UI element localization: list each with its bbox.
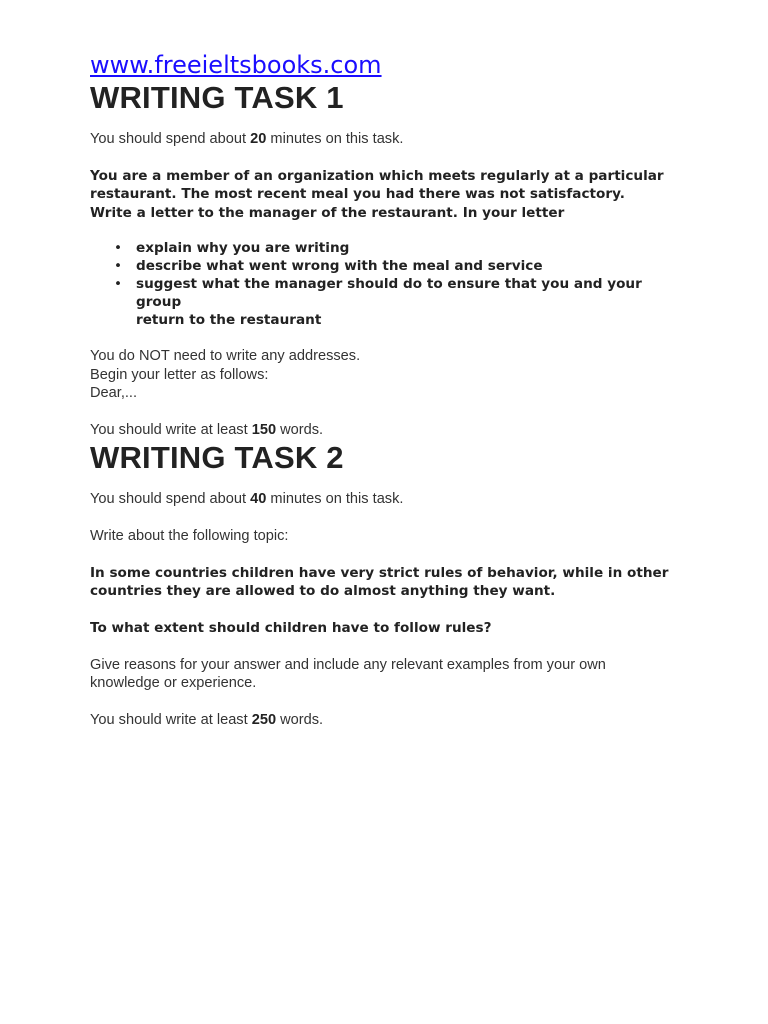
task2-time-instruction	[90, 490, 690, 509]
task1-prompt-line2: restaurant. The most recent meal you had there was not satisfactory.	[90, 186, 625, 203]
task1-time-prefix: You should spend about	[90, 131, 251, 147]
task2-time-suffix: minutes on this task.	[266, 490, 404, 507]
task1-salutation: Dear,...	[90, 385, 138, 402]
task1-words-suffix: words.	[276, 422, 324, 439]
task2-statement-line2: countries they are allowed to do almost anything they want.	[90, 583, 556, 600]
task2-words-suffix: words.	[276, 712, 324, 729]
task1-addresses-note: You do NOT need to write any addresses.	[90, 348, 361, 365]
task1-words-prefix: You should write at least	[90, 422, 252, 439]
task2-reasons-line1: Give reasons for your answer and include any relevant examples from your own	[90, 656, 606, 673]
task1-bullet-text: return to the restaurant	[136, 311, 322, 328]
task1-prompt-line3: Write a letter to the manager of the restaurant. In your letter	[90, 204, 565, 221]
task1-bullet-text: explain why you are writing	[136, 239, 350, 256]
bullet-icon: •	[114, 239, 123, 256]
task2-title: WRITING TASK 2	[90, 439, 344, 475]
task2-reasons-line2: knowledge or experience.	[90, 675, 257, 692]
task2-question: To what extent should children have to follow rules?	[90, 619, 492, 636]
task2-words-prefix: You should write at least	[90, 712, 252, 729]
task1-prompt	[90, 167, 690, 222]
task2-statement	[90, 564, 690, 601]
task2-time-value: 40	[250, 490, 267, 507]
task1-word-count	[90, 421, 690, 440]
task2-words-value: 250	[251, 712, 277, 729]
document-page	[90, 50, 690, 730]
task1-words-value: 150	[251, 422, 277, 439]
task1-time-value: 20	[250, 131, 267, 147]
task2-time-prefix: You should spend about	[90, 490, 251, 507]
task2-statement-line1: In some countries children have very strict rules of behavior, while in other	[90, 564, 669, 581]
task1-bullet-item	[114, 239, 690, 257]
task1-bullet-text: suggest what the manager should do to ensure that you and your group	[136, 275, 642, 310]
task1-bullet-continuation	[136, 311, 690, 329]
task1-section	[90, 80, 690, 440]
task1-prompt-line1: You are a member of an organization which meets regularly at a particular	[90, 168, 664, 184]
task1-bullet-list	[90, 239, 690, 329]
bullet-icon: •	[114, 275, 123, 292]
task1-bullet-item	[114, 257, 690, 275]
task1-title: WRITING TASK 1	[90, 80, 344, 115]
task1-time-suffix: minutes on this task.	[266, 131, 404, 147]
task1-notes	[90, 347, 690, 403]
task2-topic-intro: Write about the following topic:	[90, 527, 289, 544]
task2-section	[90, 440, 690, 730]
bullet-icon: •	[114, 257, 123, 274]
task1-time-instruction	[90, 130, 690, 149]
task1-begin-note: Begin your letter as follows:	[90, 366, 269, 383]
task1-bullet-text: describe what went wrong with the meal and service	[136, 257, 543, 274]
site-link[interactable]: www.freeieltsbooks.com	[90, 51, 382, 79]
task1-bullet-item	[114, 275, 690, 311]
task2-word-count	[90, 711, 690, 730]
task2-reasons	[90, 656, 690, 693]
